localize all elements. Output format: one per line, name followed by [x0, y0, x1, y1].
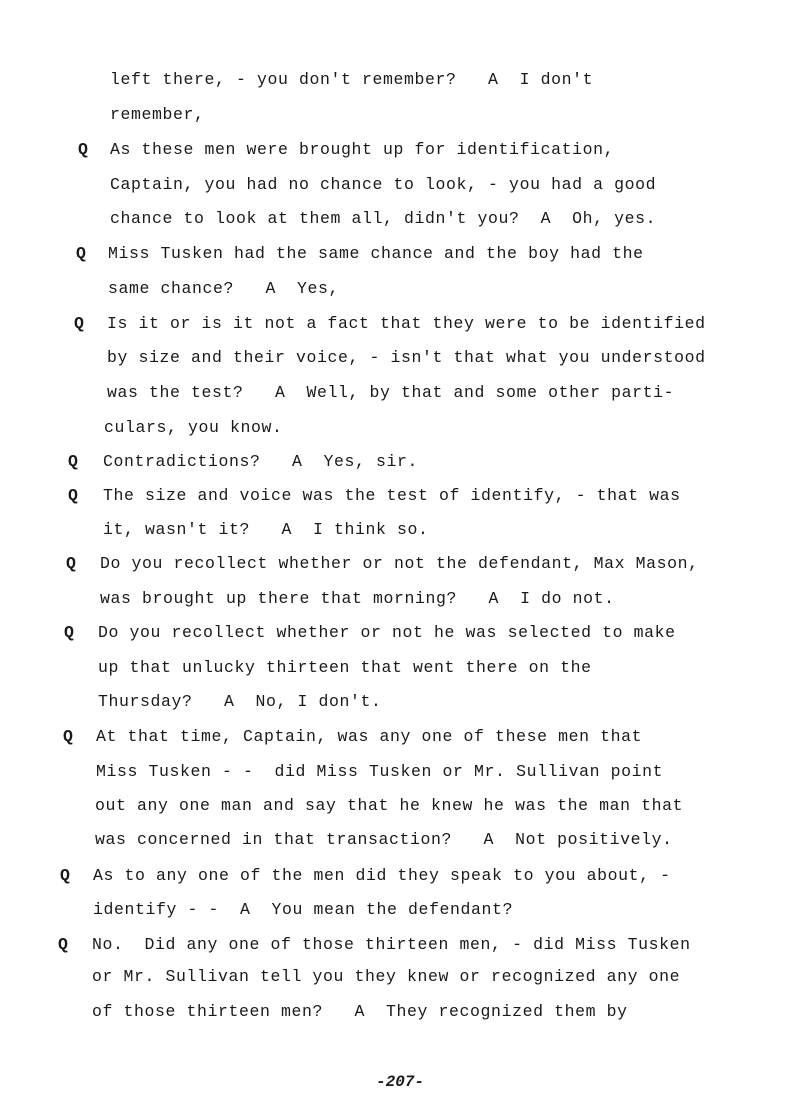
question-marker: Q: [78, 140, 88, 159]
transcript-line: remember,: [110, 105, 205, 124]
transcript-line: same chance? A Yes,: [108, 279, 340, 298]
transcript-line: No. Did any one of those thirteen men, - did Miss Tusken: [92, 935, 691, 954]
transcript-line: of those thirteen men? A They recognized them by: [92, 1002, 628, 1021]
question-marker: Q: [60, 866, 70, 885]
transcript-line: was brought up there that morning? A I do not.: [100, 589, 615, 608]
transcript-line: culars, you know.: [104, 418, 283, 437]
question-marker: Q: [58, 935, 68, 954]
transcript-line: As to any one of the men did they speak to you about, -: [93, 866, 671, 885]
transcript-line: Thursday? A No, I don't.: [98, 692, 382, 711]
question-marker: Q: [63, 727, 73, 746]
transcript-line: up that unlucky thirteen that went there on the: [98, 658, 592, 677]
transcript-line: was concerned in that transaction? A Not positively.: [95, 830, 673, 849]
page-number: -207-: [375, 1073, 424, 1091]
transcript-line: At that time, Captain, was any one of these men that: [96, 727, 643, 746]
transcript-line: Is it or is it not a fact that they were to be identified: [107, 314, 706, 333]
transcript-line: Do you recollect whether or not the defendant, Max Mason,: [100, 554, 699, 573]
transcript-line: As these men were brought up for identification,: [110, 140, 615, 159]
transcript-line: was the test? A Well, by that and some other parti-: [107, 383, 675, 402]
question-marker: Q: [64, 623, 74, 642]
transcript-line: by size and their voice, - isn't that what you understood: [107, 348, 706, 367]
transcript-line: it, wasn't it? A I think so.: [103, 520, 429, 539]
transcript-line: identify - - A You mean the defendant?: [93, 900, 514, 919]
transcript-line: chance to look at them all, didn't you? A Oh, yes.: [110, 209, 657, 228]
transcript-line: or Mr. Sullivan tell you they knew or recognized any one: [92, 967, 681, 986]
transcript-line: Contradictions? A Yes, sir.: [103, 452, 419, 471]
transcript-line: Miss Tusken had the same chance and the boy had the: [108, 244, 644, 263]
transcript-line: The size and voice was the test of identify, - that was: [103, 486, 681, 505]
question-marker: Q: [74, 314, 84, 333]
question-marker: Q: [68, 486, 78, 505]
transcript-line: Do you recollect whether or not he was selected to make: [98, 623, 676, 642]
question-marker: Q: [66, 554, 76, 573]
transcript-line: Miss Tusken - - did Miss Tusken or Mr. Sullivan point: [96, 762, 664, 781]
question-marker: Q: [76, 244, 86, 263]
transcript-line: Captain, you had no chance to look, - you had a good: [110, 175, 657, 194]
question-marker: Q: [68, 452, 78, 471]
transcript-line: out any one man and say that he knew he was the man that: [95, 796, 684, 815]
transcript-line: left there, - you don't remember? A I don't: [110, 70, 594, 89]
